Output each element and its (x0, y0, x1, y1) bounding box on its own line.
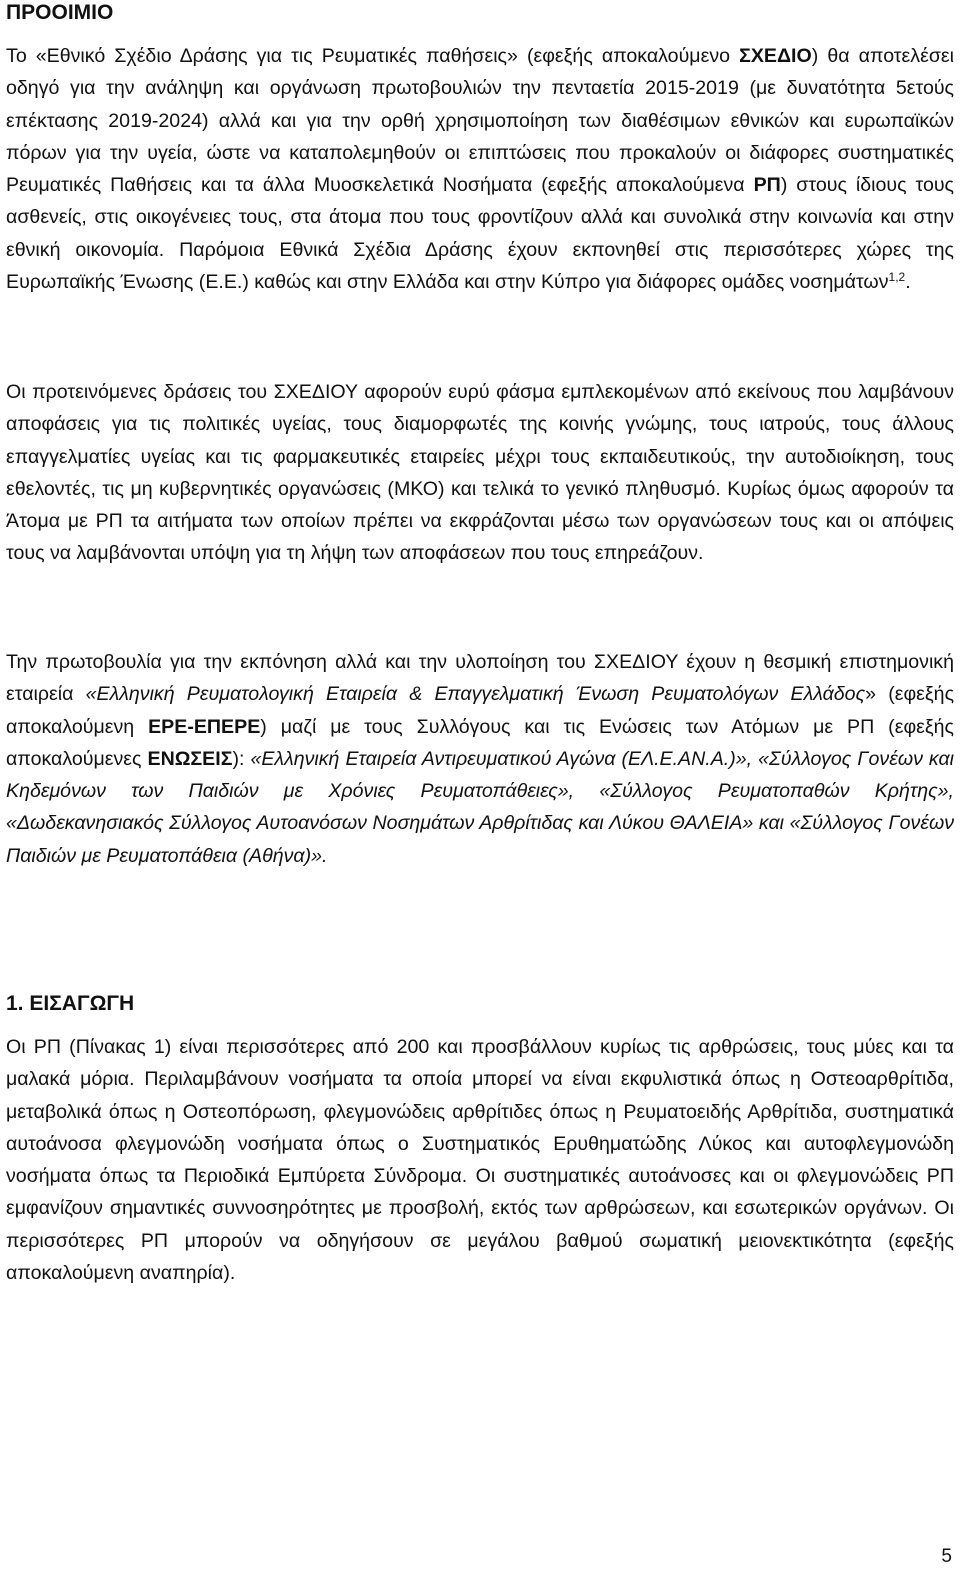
paragraph-2-text: Οι προτεινόμενες δράσεις του ΣΧΕΔΙΟΥ αφορούν ευρύ φάσμα εμπλεκομένων από εκείνους που λαμβάνουν αποφάσεις για τις πολιτικές υγείας, τους διαμορφωτές της κοινής γνώμης, τους ιατρούς, τους άλλους επαγγελματίες υγείας και τις φαρμακευτικές εταιρείες μέχρι τους εκπαιδευτικούς, την αυτοδιοίκηση, τους εθελοντές, τις μη κυβερνητικές οργανώσεις (ΜΚΟ) και τελικά το γενικό πληθυσμό. Κυρίως όμως αφορούν τα Άτομα με ΡΠ τα αιτήματα των οποίων πρέπει να εκφράζονται μέσω των οργανώσεων τους και οι απόψεις τους να λαμβάνονται υπόψη για τη λήψη των αποφάσεων που τους επηρεάζουν. (6, 381, 954, 565)
section-heading-prooimio: ΠΡΟΟΙΜΙΟ (6, 1, 114, 24)
paragraph-2 (6, 376, 954, 570)
paragraph-3-text-4: ): (232, 747, 251, 770)
paragraph-3 (6, 646, 954, 872)
paragraph-1-bold-schedio: ΣΧΕΔΙΟ (739, 45, 812, 67)
footnote-reference: 1,2 (888, 270, 906, 285)
paragraph-3-text-1: Την πρωτοβουλία για την εκπόνηση αλλά και την υλοποίηση του ΣΧΕΔΙΟΥ έχουν η θεσμική επιστημονική εταιρεία (6, 651, 954, 706)
paragraph-1-text-3: ) στους ίδιους τους ασθενείς, στις οικογένειες τους, στα άτομα που τους φροντίζουν αλλά και συνολικά στην κοινωνία και στην εθνική οικονομία. Παρόμοια Εθνικά Σχέδια Δράσης έχουν εκπονηθεί στις περισσότερες χώρες της Ευρωπαϊκής Ένωσης (Ε.Ε.) καθώς και στην Ελλάδα και στην Κύπρο για διάφορες ομάδες νοσημάτων (6, 174, 955, 294)
paragraph-1-text-2: ) θα αποτελέσει οδηγό για την ανάληψη και οργάνωση πρωτοβουλιών την πενταετία 2015-2019 (με δυνατότητα 5ετούς επέκτασης 2019-2024) αλλά και για την ορθή χρησιμοποίηση των διαθέσιμων εθνικών και ευρωπαϊκών πόρων για την υγεία, ώστε να καταπολεμηθούν οι επιπτώσεις που προκαλούν οι διάφορες συστηματικές Ρευματικές Παθήσεις και τα άλλα Μυοσκελετικά Νοσήματα (εφεξής αποκαλούμενα (6, 45, 954, 197)
paragraph-4-text: Οι ΡΠ (Πίνακας 1) είναι περισσότερες από 200 και προσβάλλουν κυρίως τις αρθρώσεις, τους μύες και τα μαλακά μόρια. Περιλαμβάνουν νοσήματα τα οποία μπορεί να είναι εκφυλιστικά όπως η Οστεοαρθρίτιδα, μεταβολικά όπως η Οστεοπόρωση, φλεγμονώδεις αρθρίτιδες όπως η Ρευματοειδής Αρθρίτιδα, συστηματικά αυτοάνοσα φλεγμονώδη νοσήματα όπως ο Συστηματικός Ερυθηματώδης Λύκος και αυτοφλεγμονώδη νοσήματα όπως τα Περιοδικά Εμπύρετα Σύνδρομα. Οι συστηματικές αυτοάνοσες και οι φλεγμονώδεις ΡΠ εμφανίζουν σημαντικές συννοσηρότητες με προσβολή, εκτός των αρθρώσεων, και εσωτερικών οργάνων. Οι περισσότερες ΡΠ μπορούν να οδηγήσουν σε μεγάλου βαθμού σωματική μειονεκτικότητα (εφεξής αποκαλούμενη αναπηρία). (6, 1036, 954, 1285)
paragraph-3-text-3: ) μαζί με τους Συλλόγους και τις Ενώσεις των Ατόμων με ΡΠ (εφεξής αποκαλούμενες (6, 715, 954, 770)
section-heading-introduction: 1. ΕΙΣΑΓΩΓΗ (6, 992, 135, 1015)
paragraph-3-text-2: » (εφεξής αποκαλούμενη (6, 683, 955, 738)
paragraph-1-text-4: . (905, 271, 911, 294)
paragraph-3-italic-associations: «Ελληνική Εταιρεία Αντιρευματικού Αγώνα (ΕΛ.Ε.ΑΝ.Α.)», «Σύλλογος Γονέων και Κηδεμόνων των Παιδιών με Χρόνιες Ρευματοπάθειες», «Σύλλογος Ρευματοπαθών Κρήτης», «Δωδεκανησιακός Σύλλογος Αυτοανόσων Νοσημάτων Αρθρίτιδας και Λύκου ΘΑΛΕΙΑ» και «Σύλλογος Γονέων Παιδιών με Ρευματοπάθεια (Αθήνα)». (6, 747, 954, 867)
paragraph-3-italic-society: «Ελληνική Ρευματολογική Εταιρεία & Επαγγελματική Ένωση Ρευματολόγων Ελλάδος (85, 683, 866, 706)
paragraph-1-bold-rp: ΡΠ (753, 174, 781, 197)
paragraph-1-text-1: Το «Εθνικό Σχέδιο Δράσης για τις Ρευματικές παθήσεις» (εφεξής αποκαλούμενο (6, 45, 740, 67)
paragraph-1 (6, 40, 954, 298)
paragraph-4 (6, 1031, 954, 1289)
page-number: 5 (941, 1546, 952, 1567)
paragraph-3-bold-enoseis: ΕΝΩΣΕΙΣ (147, 747, 233, 770)
paragraph-3-bold-ere-epere: ΕΡΕ-ΕΠΕΡΕ (148, 715, 261, 738)
